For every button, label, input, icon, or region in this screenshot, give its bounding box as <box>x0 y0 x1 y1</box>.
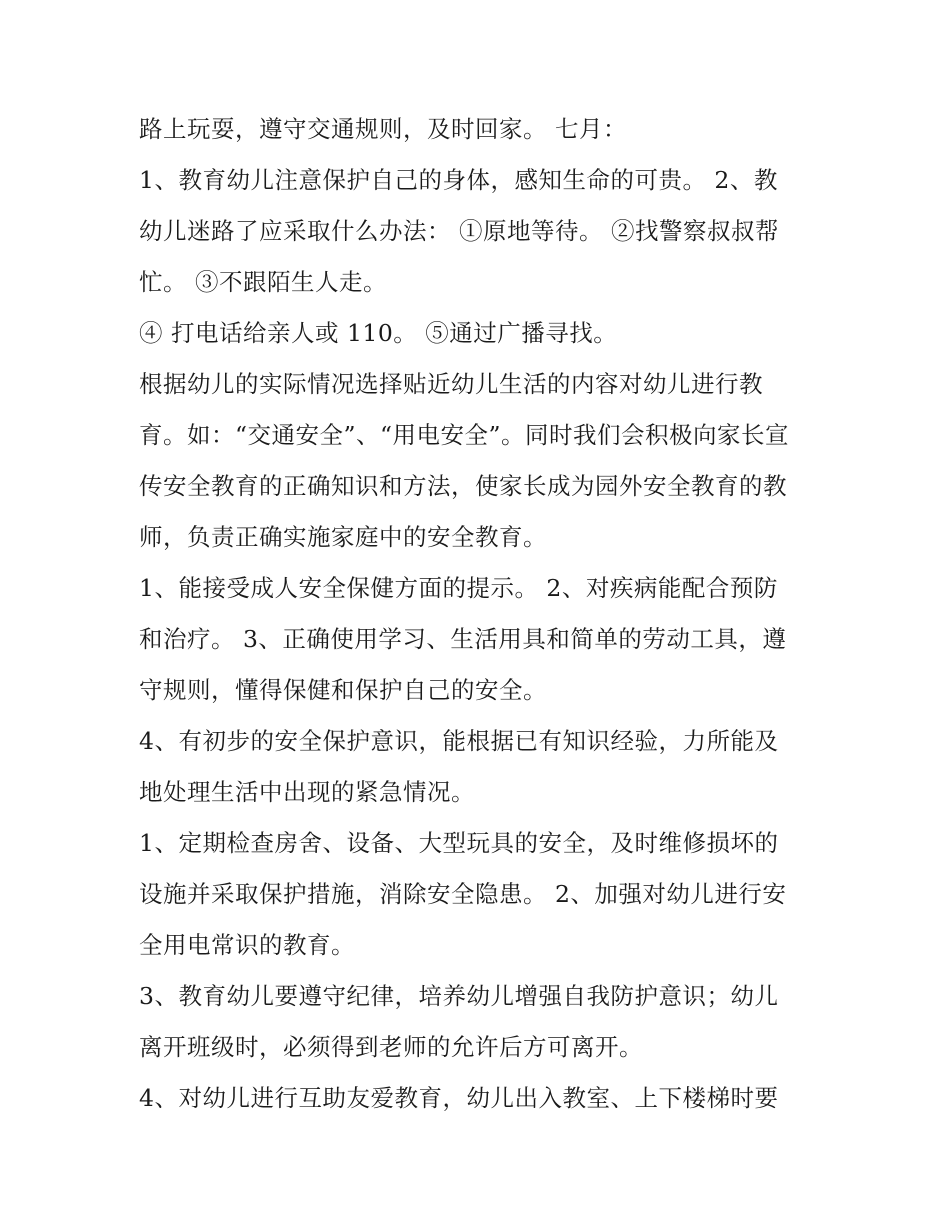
text-line: 离开班级时，必须得到老师的允许后方可离开。 <box>139 1033 643 1061</box>
text-line: 幼儿迷路了应采取什么办法： ①原地等待。 ②找警察叔叔帮 <box>139 217 779 245</box>
text-line: 3、教育幼儿要遵守纪律，培养幼儿增强自我防护意识；幼儿 <box>139 982 779 1010</box>
document-body <box>139 104 819 1124</box>
text-line: 1、能接受成人安全保健方面的提示。 2、对疾病能配合预防 <box>139 574 778 602</box>
text-line: 育。如：“交通安全”、“用电安全”。同时我们会积极向家长宣 <box>139 421 790 449</box>
text-line: 师，负责正确实施家庭中的安全教育。 <box>139 523 547 551</box>
text-line: 路上玩耍，遵守交通规则，及时回家。 七月： <box>139 115 627 143</box>
text-line: 根据幼儿的实际情况选择贴近幼儿生活的内容对幼儿进行教 <box>139 370 763 398</box>
text-line: 忙。 ③不跟陌生人走。 <box>139 268 387 296</box>
text-line: 4、对幼儿进行互助友爱教育，幼儿出入教室、上下楼梯时要 <box>139 1084 779 1112</box>
text-line: 守规则，懂得保健和保护自己的安全。 <box>139 676 547 704</box>
text-line: 设施并采取保护措施，消除安全隐患。 2、加强对幼儿进行安 <box>139 880 787 908</box>
text-line: 和治疗。 3、正确使用学习、生活用具和简单的劳动工具，遵 <box>139 625 787 653</box>
text-line: 传安全教育的正确知识和方法，使家长成为园外安全教育的教 <box>139 472 787 500</box>
text-line: 1、教育幼儿注意保护自己的身体，感知生命的可贵。 2、教 <box>139 166 778 194</box>
text-line: ④ 打电话给亲人或 110。 ⑤通过广播寻找。 <box>139 319 618 347</box>
text-line: 1、定期检查房舍、设备、大型玩具的安全，及时维修损坏的 <box>139 829 779 857</box>
text-line: 4、有初步的安全保护意识，能根据已有知识经验，力所能及 <box>139 727 779 755</box>
text-line: 全用电常识的教育。 <box>139 931 355 959</box>
text-line: 地处理生活中出现的紧急情况。 <box>139 778 475 806</box>
